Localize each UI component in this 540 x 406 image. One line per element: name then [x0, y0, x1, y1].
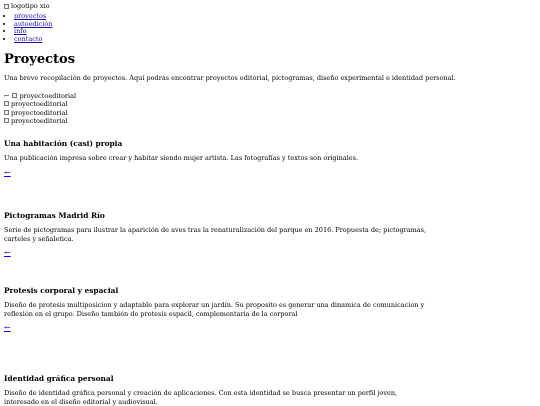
- gallery-row: [4, 100, 536, 109]
- previous-arrow-icon[interactable]: ←: [4, 91, 10, 100]
- nav-item-autoedicion: [14, 21, 536, 29]
- nav-item-info: [14, 28, 536, 36]
- back-arrow-icon[interactable]: ←: [4, 248, 11, 257]
- gallery-image: proyectoeditorial: [12, 92, 76, 101]
- gallery-image: proyectoeditorial: [4, 109, 68, 118]
- project-title: Identidad gráfica personal: [4, 374, 114, 383]
- page-intro: Una breve recopilación de proyectos. Aquí podrás encontrar proyectos editorial, pictogramas, diseño experimental e identidad personal.: [4, 74, 456, 83]
- logo-link[interactable]: [4, 2, 50, 10]
- nav-link-autoedicion[interactable]: autoedición: [14, 19, 53, 28]
- gallery-image: proyectoeditorial: [4, 117, 68, 126]
- project-title: Pictogramas Madrid Río: [4, 211, 105, 220]
- project-description: Serie de pictogramas para ilustrar la aparición de aves tras la renaturalización del parque en 2016. Propuesta de; pictogramas, carteles y señaletica.: [4, 226, 427, 243]
- back-arrow-icon[interactable]: ←: [4, 167, 11, 177]
- gallery-row: [4, 92, 536, 101]
- main-nav: [4, 13, 536, 43]
- nav-link-contacto[interactable]: contacto: [14, 34, 43, 43]
- project-gallery: [4, 92, 536, 126]
- project-description: Diseño de identidad gráfica personal y creación de aplicaciones. Con esta identidad se busca presentar un perfil joven, interesado en el diseño editorial y audiovisual.: [4, 389, 398, 406]
- gallery-row: [4, 117, 536, 126]
- gallery-row: [4, 109, 536, 118]
- project-description: Una publicación impresa sobre crear y habitar siendo mujer artista. Las fotografías y textos son originales.: [4, 154, 359, 162]
- page-title: Proyectos: [4, 52, 76, 68]
- gallery-image: proyectoeditorial: [4, 100, 68, 109]
- project-item: [4, 139, 358, 177]
- nav-link-proyectos[interactable]: proyectos: [14, 12, 47, 21]
- project-item: [4, 211, 434, 257]
- project-description: Diseño de protesis multiposicion y adaptable para explorar un jardín. Su proposito es generar una dinamica de comunicacion y reflexión en el grupo. Diseño también de protesis espacil, complementaria de la corporal: [4, 301, 425, 318]
- page: [4, 2, 536, 406]
- back-arrow-icon[interactable]: ←: [4, 323, 11, 332]
- nav-link-info[interactable]: info: [14, 27, 27, 36]
- project-item: [4, 374, 434, 406]
- project-item: [4, 286, 434, 332]
- project-title: Protesis corporal y espacial: [4, 286, 119, 295]
- nav-item-contacto: [14, 36, 536, 44]
- project-title: Una habitación (casi) propia: [4, 139, 123, 148]
- logo-image: logotipo xio: [4, 3, 50, 10]
- nav-item-proyectos: [14, 13, 536, 21]
